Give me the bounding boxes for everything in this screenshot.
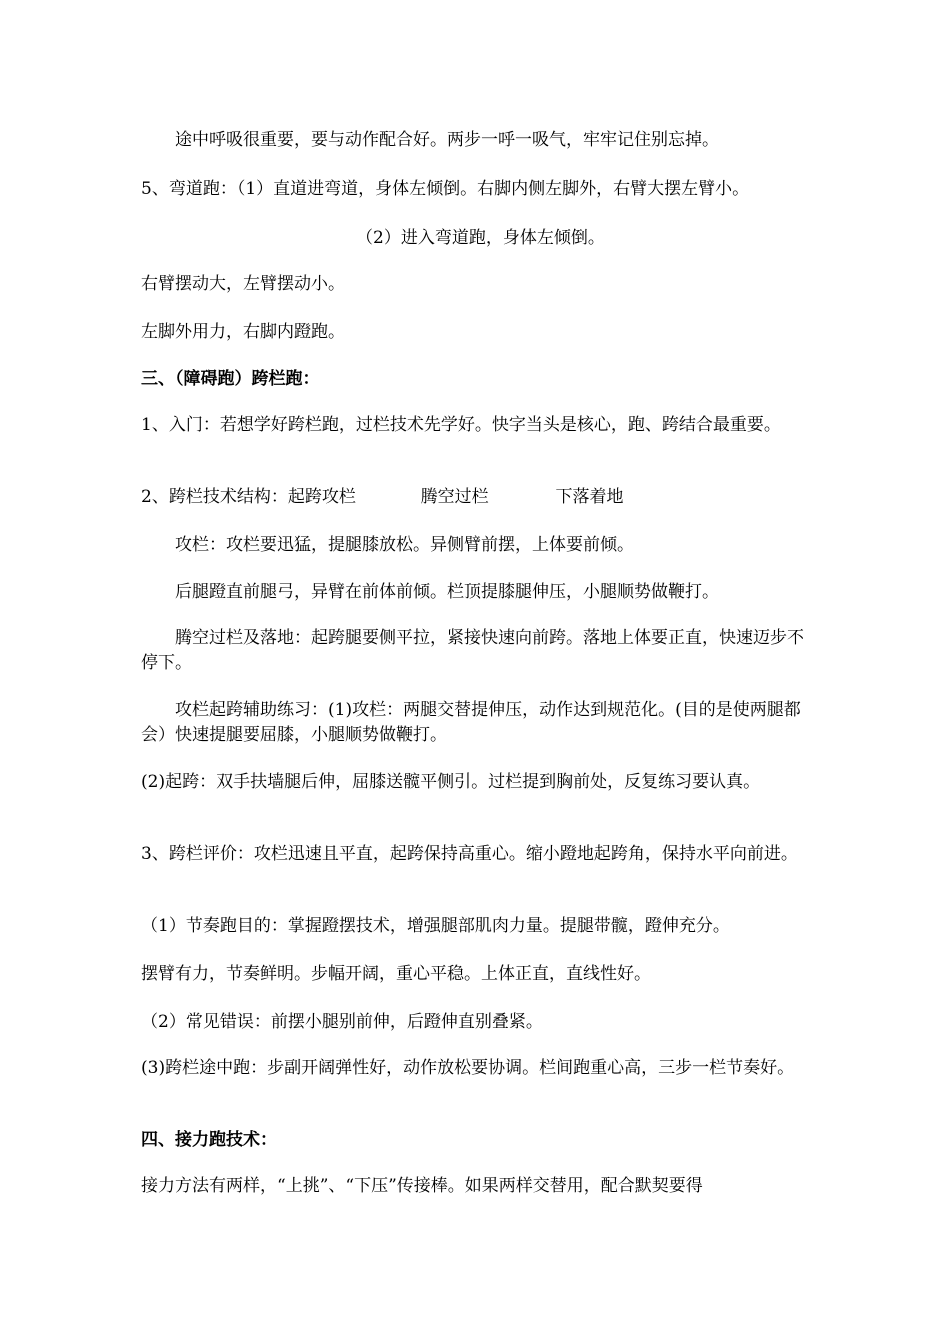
paragraph-back-leg: 后腿蹬直前腿弓，异臂在前体前倾。栏顶提膝腿伸压，小腿顺势做鞭打。 [175,582,719,602]
paragraph-hurdle-intro: 1、入门：若想学好跨栏跑，过栏技术先学好。快字当头是核心，跑、跨结合最重要。 [141,415,781,435]
paragraph-foot-push: 左脚外用力，右脚内蹬跑。 [141,322,345,342]
paragraph-arm-swing: 右臂摆动大，左臂摆动小。 [141,274,345,294]
paragraph-clearing-landing: 腾空过栏及落地：起跨腿要侧平拉，紧接快速向前跨。落地上体要正直，快速迈步不停下。 [141,628,804,673]
paragraph-drill-takeoff: (2)起跨：双手扶墙腿后伸，屈膝送髋平侧引。过栏提到胸前处，反复练习要认真。 [141,772,761,792]
paragraph-drill-attack: 攻栏起跨辅助练习：(1)攻栏：两腿交替提伸压，动作达到规范化。(目的是使两腿都会）快速提腿要屈膝，小腿顺势做鞭打。 [141,700,801,745]
structure-phase-2: 腾空过栏 [420,487,489,507]
paragraph-common-errors: （2）常见错误：前摆小腿别前伸，后蹬伸直别叠紧。 [141,1012,543,1032]
paragraph-hurdle-midrun: (3)跨栏途中跑：步副开阔弹性好，动作放松要协调。栏间跑重心高，三步一栏节奏好。 [141,1058,795,1078]
paragraph-attack-hurdle: 攻栏：攻栏要迅猛，提腿膝放松。异侧臂前摆，上体要前倾。 [175,535,634,555]
paragraph-hurdle-structure [141,485,809,510]
paragraph-rhythm-detail: 摆臂有力，节奏鲜明。步幅开阔，重心平稳。上体正直，直线性好。 [141,964,651,984]
paragraph-curve-run-2: （2）进入弯道跑，身体左倾倒。 [356,228,605,248]
section-heading-hurdles: 三、（障碍跑）跨栏跑： [141,369,320,389]
paragraph-relay-methods: 接力方法有两样，“上挑”、“下压”传接棒。如果两样交替用，配合默契要得 [141,1176,703,1196]
structure-phase-3: 下落着地 [555,487,624,507]
paragraph-rhythm-goal: （1）节奏跑目的：掌握蹬摆技术，增强腿部肌肉力量。提腿带髋，蹬伸充分。 [141,916,730,936]
paragraph-curve-run-1: 5、弯道跑：（1）直道进弯道，身体左倾倒。右脚内侧左脚外，右臂大摆左臂小。 [141,179,750,199]
paragraph-breathing: 途中呼吸很重要，要与动作配合好。两步一呼一吸气，牢牢记住别忘掉。 [175,130,719,150]
section-heading-relay: 四、接力跑技术： [141,1130,277,1150]
paragraph-hurdle-evaluation: 3、跨栏评价：攻栏迅速且平直，起跨保持高重心。缩小蹬地起跨角，保持水平向前进。 [141,844,798,864]
structure-phase-1: 2、跨栏技术结构：起跨攻栏 [141,487,356,507]
